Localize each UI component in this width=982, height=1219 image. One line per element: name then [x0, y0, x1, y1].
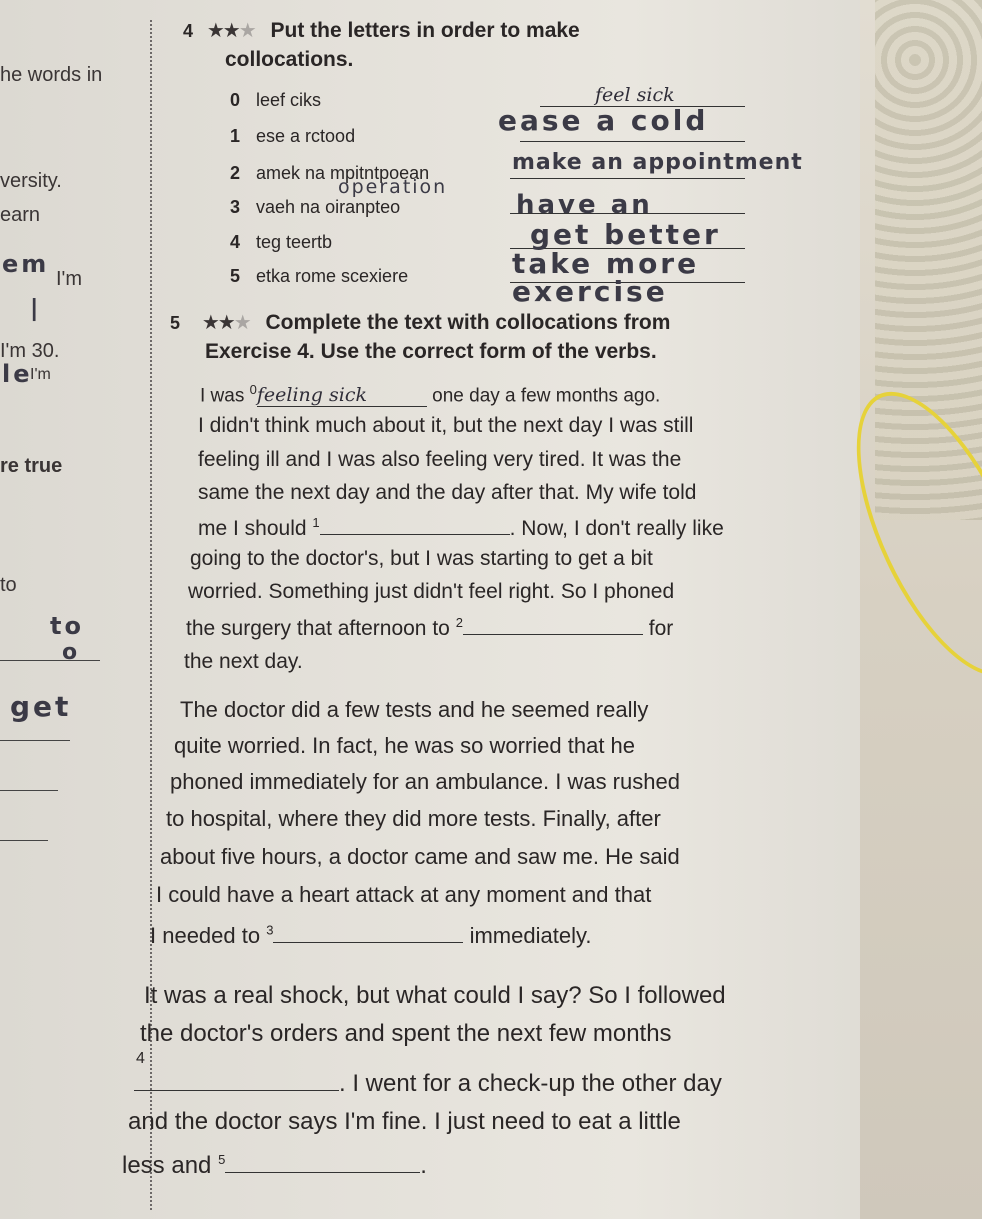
ex5-line-11: quite worried. In fact, he was so worried that he [174, 733, 636, 758]
ex5-blank-2[interactable] [463, 614, 643, 635]
ex5-blank-5[interactable] [225, 1148, 420, 1173]
ex4-item-1: 1 ese a rctood [230, 126, 356, 146]
side-line-4 [0, 840, 48, 841]
ex5-line-18: the doctor's orders and spent the next few months [140, 1020, 672, 1047]
side-handwriting-4: to [50, 612, 84, 640]
handwritten-operation: operation [338, 176, 448, 198]
ex5-blank-0[interactable]: feeling sick [257, 384, 427, 407]
exercise-4-title-line2: collocations. [225, 48, 354, 71]
side-line-1 [0, 660, 100, 661]
side-text-3: earn [0, 204, 41, 226]
side-handwriting-5: o [62, 640, 81, 665]
side-handwriting-2: l [30, 294, 42, 329]
answer-0: feel sick [595, 84, 675, 106]
answer-3: have an [516, 190, 653, 220]
side-line-3 [0, 790, 58, 791]
exercise-5-title-line1: Complete the text with collocations from [265, 311, 671, 334]
ex5-line-8: the surgery that afternoon to $^2$ for [186, 615, 674, 640]
ex5-line-16: I needed to $^3$ immediately. [150, 920, 591, 949]
side-text-2: versity. [0, 170, 62, 192]
side-text-7: re true [0, 455, 63, 477]
side-handwriting-1: em [2, 250, 50, 278]
ex4-item-4: 4 teg teertb [230, 232, 333, 252]
ex5-line-9: the next day. [184, 650, 303, 673]
side-text-5: I'm 30. [0, 340, 60, 362]
answer-line-1[interactable] [520, 141, 745, 142]
answer-line-2[interactable] [510, 178, 745, 179]
ex5-line-7: worried. Something just didn't feel right. So I phoned [188, 580, 675, 603]
ex4-item-3: 3 vaeh na oiranpteo [230, 197, 401, 217]
side-handwriting-3: le [2, 360, 33, 388]
ex5-blank-4[interactable] [134, 1066, 339, 1091]
exercise-5-title-line2: Exercise 4. Use the correct form of the verbs. [205, 340, 657, 363]
ex5-line-13: to hospital, where they did more tests. Finally, after [166, 806, 661, 831]
side-text-6: I'm [30, 366, 51, 383]
side-text-1: he words in [0, 64, 103, 86]
star-filled-icon: ★★ [201, 312, 234, 334]
exercise-4-header [183, 18, 580, 43]
ex5-blank-3[interactable] [273, 920, 463, 943]
ex5-line-14: about five hours, a doctor came and saw me. He said [160, 844, 680, 869]
ex5-blank-1[interactable] [320, 514, 510, 535]
exercise-5-header [170, 310, 670, 335]
side-text-4: I'm [56, 268, 83, 290]
side-text-8: to [0, 574, 17, 596]
ex5-line-12: phoned immediately for an ambulance. I was rushed [170, 769, 680, 794]
side-handwriting-6: get [10, 690, 72, 723]
ex5-line-21: less and $^5$ . [122, 1148, 427, 1180]
ex5-line-15: I could have a heart attack at any moment and that [156, 882, 652, 907]
ex5-line-2: I didn't think much about it, but the next day I was still [198, 414, 694, 437]
ex5-line-10: The doctor did a few tests and he seemed really [180, 697, 649, 722]
exercise-4-number: 4 [183, 21, 194, 41]
ex5-line-20: and the doctor says I'm fine. I just need to eat a little [128, 1108, 681, 1135]
exercise-5-number: 5 [170, 313, 181, 333]
star-filled-icon: ★★ [206, 20, 239, 42]
handwritten-exercise: exercise [512, 275, 668, 308]
ex5-line-5: me I should $^1$ . Now, I don't really like [198, 515, 724, 540]
ex5-line-19: . I went for a check-up the other day [134, 1066, 722, 1098]
ex4-item-2: 2 amek na mpitntpoean [230, 163, 430, 183]
ex4-item-0: 0 leef ciks [230, 90, 322, 110]
ex5-line-6: going to the doctor's, but I was starting to get a bit [190, 547, 653, 570]
side-line-2 [0, 740, 70, 741]
ex5-line-4: same the next day and the day after that. My wife told [198, 481, 697, 504]
answer-5: take more [512, 247, 700, 280]
ex5-line-3: feeling ill and I was also feeling very tired. It was the [198, 448, 682, 471]
exercise-4-title-line1: Put the letters in order to make [270, 19, 580, 42]
answer-2: make an appointment [512, 150, 803, 175]
ex5-line-17: It was a real shock, but what could I say? So I followed [144, 982, 726, 1009]
answer-1: ease a cold [498, 104, 709, 137]
ex5-sup-4: 4 [136, 1050, 145, 1067]
ex4-item-5: 5 etka rome scexiere [230, 266, 409, 286]
star-empty-icon: ★ [238, 20, 255, 42]
ex5-line-1: I was $^0$feeling sick one day a few months ago. [200, 382, 661, 407]
answer-4: get better [530, 218, 721, 251]
star-empty-icon: ★ [233, 312, 250, 334]
